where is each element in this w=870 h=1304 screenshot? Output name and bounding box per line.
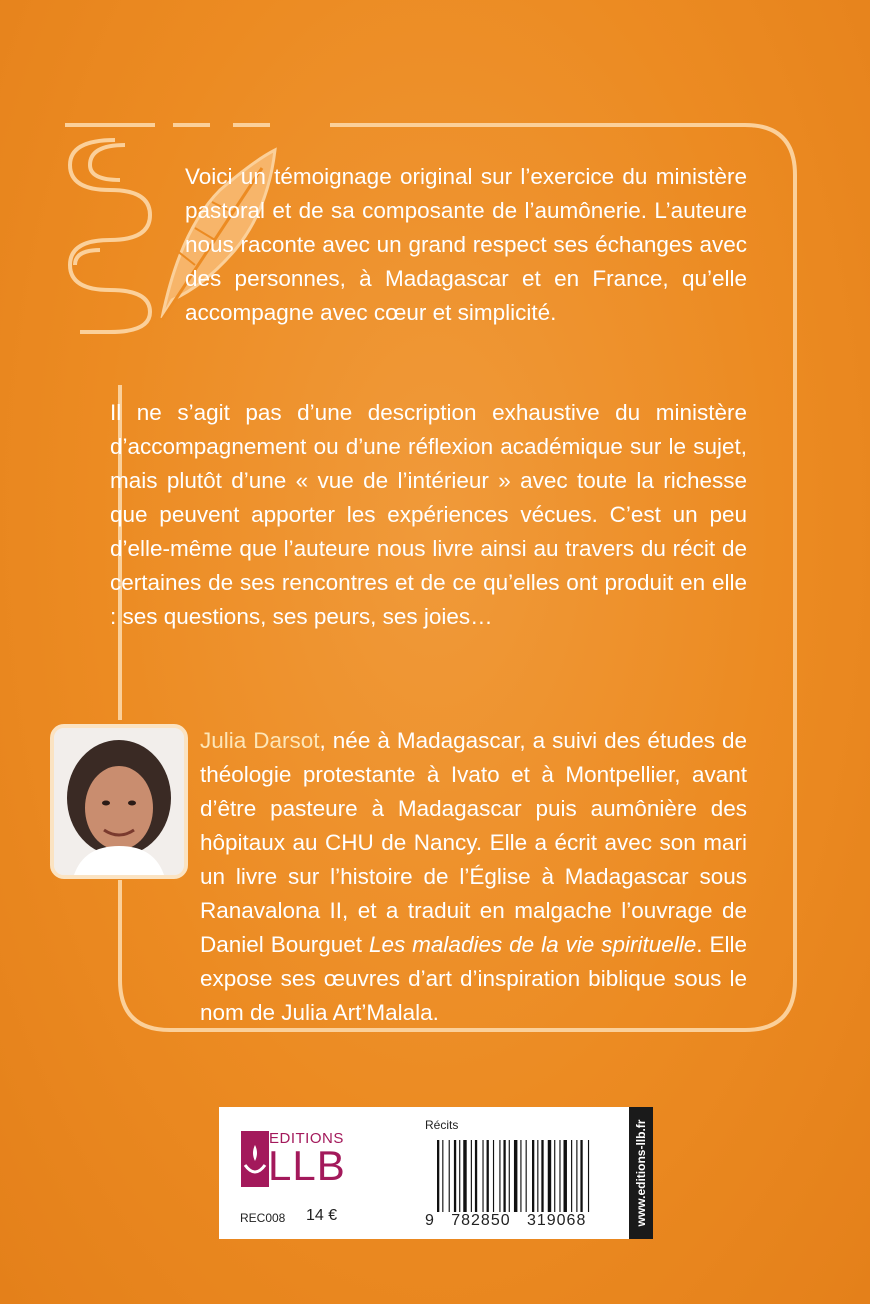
barcode-bar bbox=[471, 1140, 472, 1212]
barcode-bar bbox=[499, 1140, 500, 1212]
barcode-bar bbox=[520, 1140, 521, 1212]
barcode-bar bbox=[532, 1140, 534, 1212]
barcode-bar bbox=[442, 1140, 443, 1212]
barcode-bar bbox=[475, 1140, 477, 1212]
barcode-bar bbox=[509, 1140, 510, 1212]
barcode bbox=[435, 1140, 620, 1212]
barcode-bar bbox=[580, 1140, 582, 1212]
barcode-bar bbox=[487, 1140, 489, 1212]
author-photo bbox=[50, 724, 188, 879]
barcode-bar bbox=[482, 1140, 483, 1212]
barcode-bar bbox=[459, 1140, 460, 1212]
website-link[interactable]: www.editions-llb.fr bbox=[634, 1119, 648, 1227]
barcode-bar bbox=[576, 1140, 577, 1212]
author-bio bbox=[200, 724, 747, 1030]
barcode-bar bbox=[588, 1140, 589, 1212]
barcode-bar bbox=[437, 1140, 439, 1212]
author-bio-part-1: , née à Madagascar, a suivi des études de théologie protestante à Ivato et à Montpellier, avant d’être pasteure à Madagascar puis aumônière des hôpitaux au CHU de Nancy. Elle a écrit avec son mari un livre sur l’histoire de l’Église à Madagascar sous Ranavalona II, et a traduit en malgache l’ouvrage de Daniel Bourguet bbox=[200, 728, 748, 957]
summary-paragraph: Il ne s’agit pas d’une description exhaustive du ministère d’accompagnement ou d’une réflexion académique sur le sujet, mais plutôt d’une « vue de l’intérieur » avec toute la richesse que peuvent apporter les expériences vécues. C’est un peu d’elle-même que l’auteure nous livre ainsi au travers du récit de certaines de ses rencontres et de ce qu’elles ont produit en elle : ses questions, ses peurs, ses joies… bbox=[110, 400, 747, 629]
barcode-bar bbox=[503, 1140, 505, 1212]
barcode-bar bbox=[548, 1140, 551, 1212]
publisher-name-line1: EDITIONS bbox=[269, 1130, 344, 1147]
barcode-bar bbox=[541, 1140, 543, 1212]
barcode-bar bbox=[454, 1140, 456, 1212]
barcode-bar bbox=[526, 1140, 527, 1212]
isbn-digits: 9 782850 319068 bbox=[425, 1212, 587, 1229]
author-bio-part-2: . Elle expose ses œuvres d’art d’inspiration biblique sous le nom de Julia Art’Malala. bbox=[200, 932, 747, 1025]
reference-code: REC008 bbox=[240, 1211, 286, 1225]
barcode-bar bbox=[514, 1140, 517, 1212]
barcode-bar bbox=[564, 1140, 567, 1212]
barcode-bar bbox=[449, 1140, 450, 1212]
publisher-name-line2: LLB bbox=[268, 1142, 346, 1189]
barcode-bar bbox=[463, 1140, 466, 1212]
publisher-logo-icon bbox=[241, 1131, 269, 1187]
category-label: Récits bbox=[425, 1118, 459, 1132]
author-name: Julia Darsot bbox=[200, 728, 320, 753]
barcode-bar bbox=[493, 1140, 494, 1212]
website-strip bbox=[629, 1107, 653, 1239]
price: 14 € bbox=[306, 1207, 338, 1224]
barcode-bar bbox=[559, 1140, 560, 1212]
barcode-bar bbox=[554, 1140, 555, 1212]
translated-book-title: Les maladies de la vie spirituelle bbox=[368, 932, 697, 957]
barcode-bar bbox=[537, 1140, 538, 1212]
barcode-bar bbox=[571, 1140, 572, 1212]
intro-paragraph: Voici un témoignage original sur l’exercice du ministère pastoral et de sa composante de l’aumônerie. L’auteure nous raconte avec un grand respect ses échanges avec des personnes, à Madagascar et en France, qu’elle accompagne avec cœur et simplicité. bbox=[185, 164, 747, 325]
